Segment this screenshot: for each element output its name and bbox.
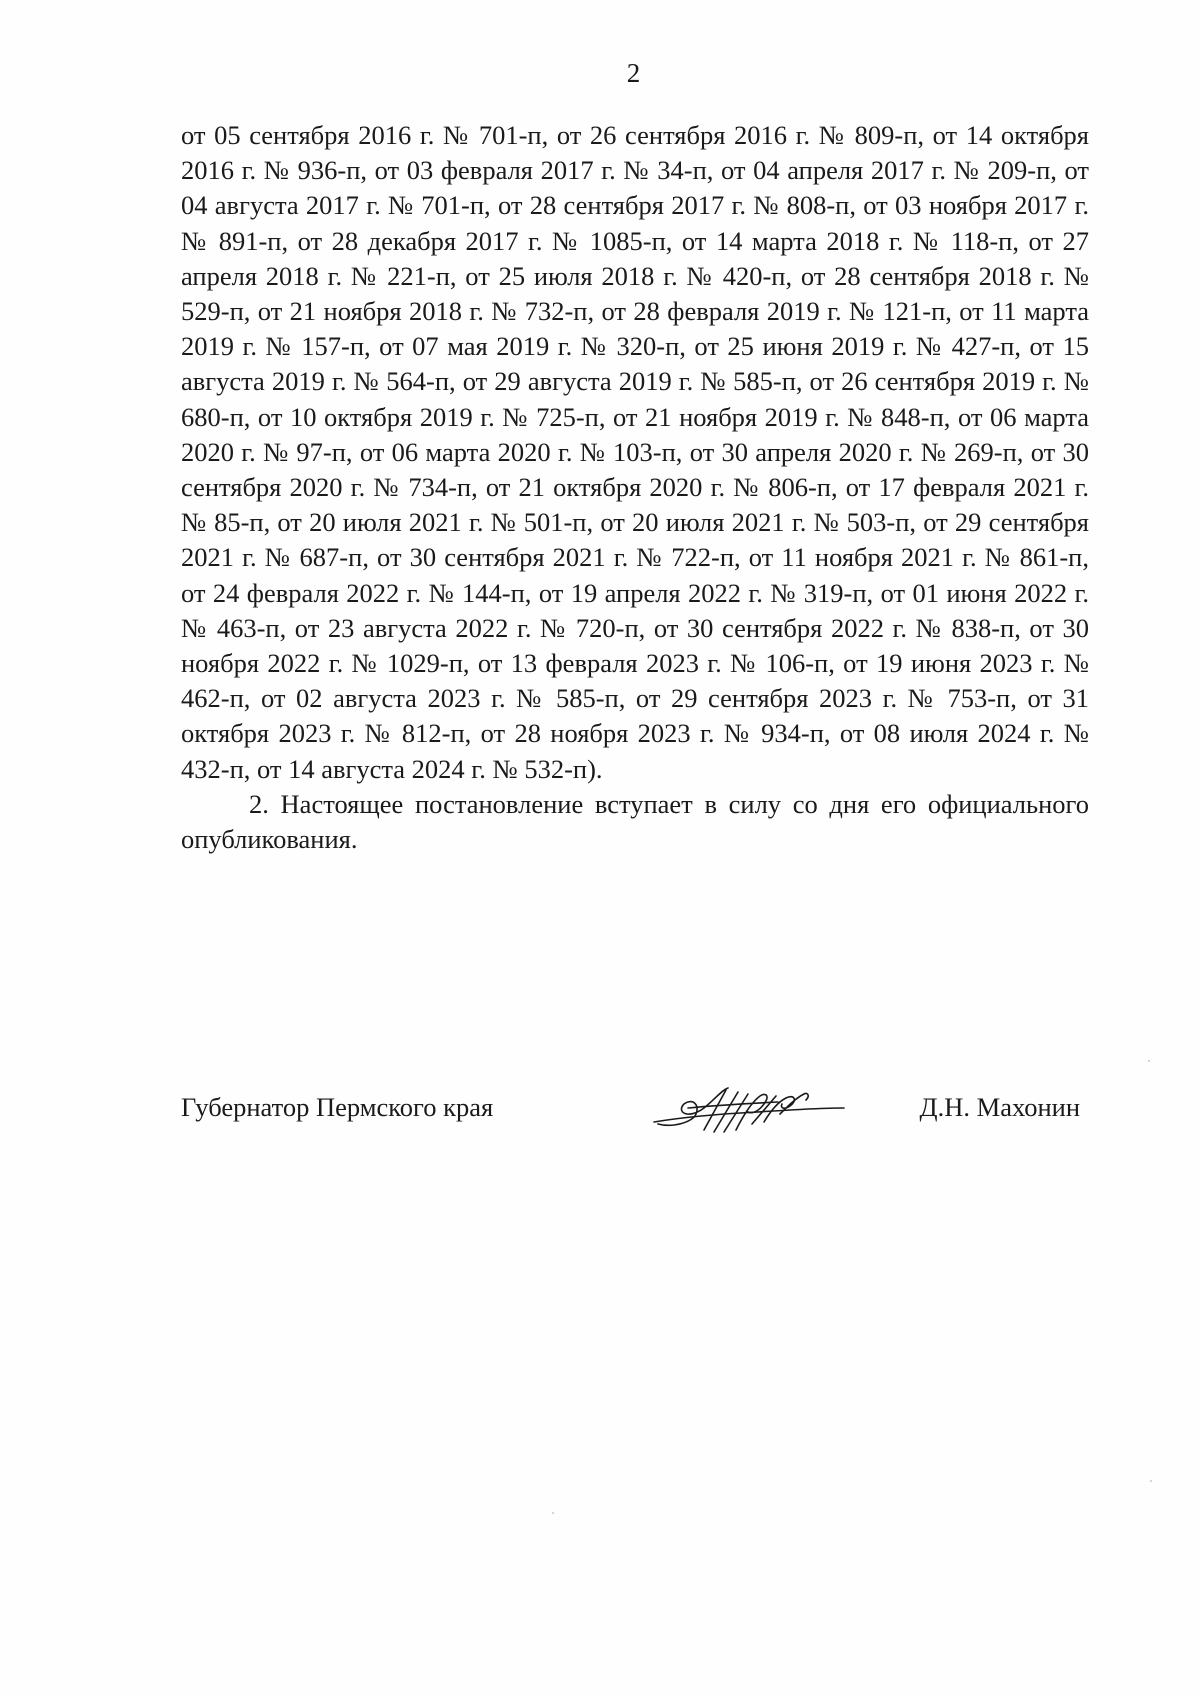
signatory-name: Д.Н. Махонин (919, 1092, 1080, 1122)
scan-speck (1148, 1060, 1150, 1062)
scan-speck (552, 1512, 554, 1514)
signatory-title: Губернатор Пермского края (181, 1092, 494, 1122)
handwritten-signature (648, 1078, 848, 1138)
page-number: 2 (626, 58, 641, 88)
document-body (181, 118, 1089, 857)
signature-block (181, 1088, 1089, 1148)
scan-speck (1150, 1480, 1152, 1482)
paragraph-amendments-list: от 05 сентября 2016 г. № 701-п, от 26 сентября 2016 г. № 809-п, от 14 октября 2016 г. № 936-п, от 03 февраля 2017 г. № 34-п, от 04 апреля 2017 г. № 209-п, от 04 августа 2017 г. № 701-п, от 28 сентября 2017 г. № 808-п, от 03 ноября 2017 г. № 891-п, от 28 декабря 2017 г. № 1085-п, от 14 марта 2018 г. № 118-п, от 27 апреля 2018 г. № 221-п, от 25 июля 2018 г. № 420-п, от 28 сентября 2018 г. № 529-п, от 21 ноября 2018 г. № 732-п, от 28 февраля 2019 г. № 121-п, от 11 марта 2019 г. № 157-п, от 07 мая 2019 г. № 320-п, от 25 июня 2019 г. № 427-п, от 15 августа 2019 г. № 564-п, от 29 августа 2019 г. № 585-п, от 26 сентября 2019 г. № 680-п, от 10 октября 2019 г. № 725-п, от 21 ноября 2019 г. № 848-п, от 06 марта 2020 г. № 97-п, от 06 марта 2020 г. № 103-п, от 30 апреля 2020 г. № 269-п, от 30 сентября 2020 г. № 734-п, от 21 октября 2020 г. № 806-п, от 17 февраля 2021 г. № 85-п, от 20 июля 2021 г. № 501-п, от 20 июля 2021 г. № 503-п, от 29 сентября 2021 г. № 687-п, от 30 сентября 2021 г. № 722-п, от 11 ноября 2021 г. № 861-п, от 24 февраля 2022 г. № 144-п, от 19 апреля 2022 г. № 319-п, от 01 июня 2022 г. № 463-п, от 23 августа 2022 г. № 720-п, от 30 сентября 2022 г. № 838-п, от 30 ноября 2022 г. № 1029-п, от 13 февраля 2023 г. № 106-п, от 19 июня 2023 г. № 462-п, от 02 августа 2023 г. № 585-п, от 29 сентября 2023 г. № 753-п, от 31 октября 2023 г. № 812-п, от 28 ноября 2023 г. № 934-п, от 08 июля 2024 г. № 432-п, от 14 августа 2024 г. № 532-п). (181, 120, 1089, 784)
paragraph-effective-date: 2. Настоящее постановление вступает в силу со дня его официального опубликования. (181, 788, 1089, 855)
